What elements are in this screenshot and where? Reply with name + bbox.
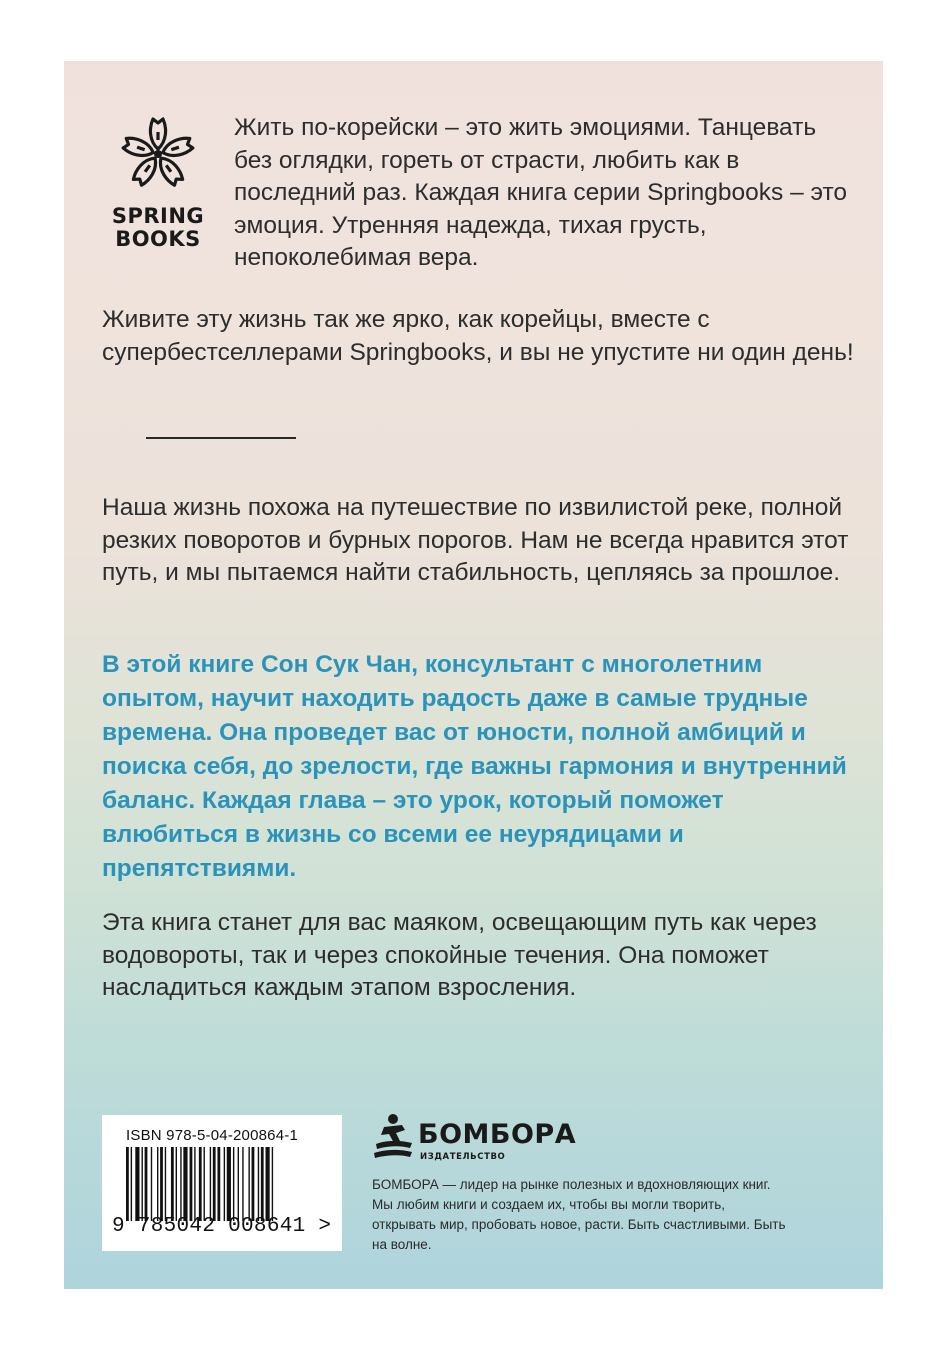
isbn-label: ISBN 978-5-04-200864-1	[126, 1127, 299, 1144]
closing-paragraph: Эта книга станет для вас маяком, освещающим путь как через водовороты, так и через спокойные течения. Она поможет насладиться каждым этапом взросления.	[102, 909, 817, 1001]
intro-paragraph: Жить по-корейски – это жить эмоциями. Танцевать без оглядки, гореть от страсти, любить как в последний раз. Каждая книга серии Springbooks – это эмоция. Утренняя надежда, тихая грусть, непоколебимая вера.	[234, 114, 848, 271]
barcode-panel	[102, 1115, 342, 1251]
publisher-subtitle: ИЗДАТЕЛЬСТВО	[420, 1152, 506, 1162]
rider-logo-icon	[372, 1113, 414, 1165]
series-logo-line1: SPRING	[111, 204, 205, 228]
series-paragraph: Живите эту жизнь так же ярко, как корейцы, вместе с супербестселлерами Springbooks, и вы не упустите ни один день!	[102, 306, 854, 366]
series-logo-line2: BOOKS	[115, 227, 201, 251]
summary-paragraph: Наша жизнь похожа на путешествие по извилистой реке, полной резких поворотов и бурных порогов. Нам не всегда нравится этот путь, и мы пытаемся найти стабильность, цепляясь за прошлое.	[102, 494, 849, 586]
section-divider	[146, 437, 296, 439]
series-logo-text	[108, 205, 208, 251]
ean-number: 9 785042 008641 >	[112, 1215, 332, 1238]
highlight-paragraph: В этой книге Сон Сук Чан, консультант с многолетним опытом, научит находить радость даже в самые трудные времена. Она проведет вас от юности, полной амбиций и поиска себя, до зрелости, где важны гармония и внутренний баланс. Каждая глава – это урок, который поможет влюбиться в жизнь со всеми ее неурядицами и препятствиями.	[102, 651, 847, 882]
publisher-name: БОМБОРА	[418, 1119, 577, 1150]
barcode-icon	[126, 1147, 322, 1221]
flower-icon	[117, 113, 199, 195]
springbooks-logo	[108, 113, 208, 251]
book-back-cover	[64, 61, 883, 1289]
publisher-description: БОМБОРА — лидер на рынке полезных и вдохновляющих книг. Мы любим книги и создаем их, чтобы вы могли творить, открывать мир, пробовать новое, расти. Быть счастливыми. Быть на волне.	[372, 1177, 786, 1252]
